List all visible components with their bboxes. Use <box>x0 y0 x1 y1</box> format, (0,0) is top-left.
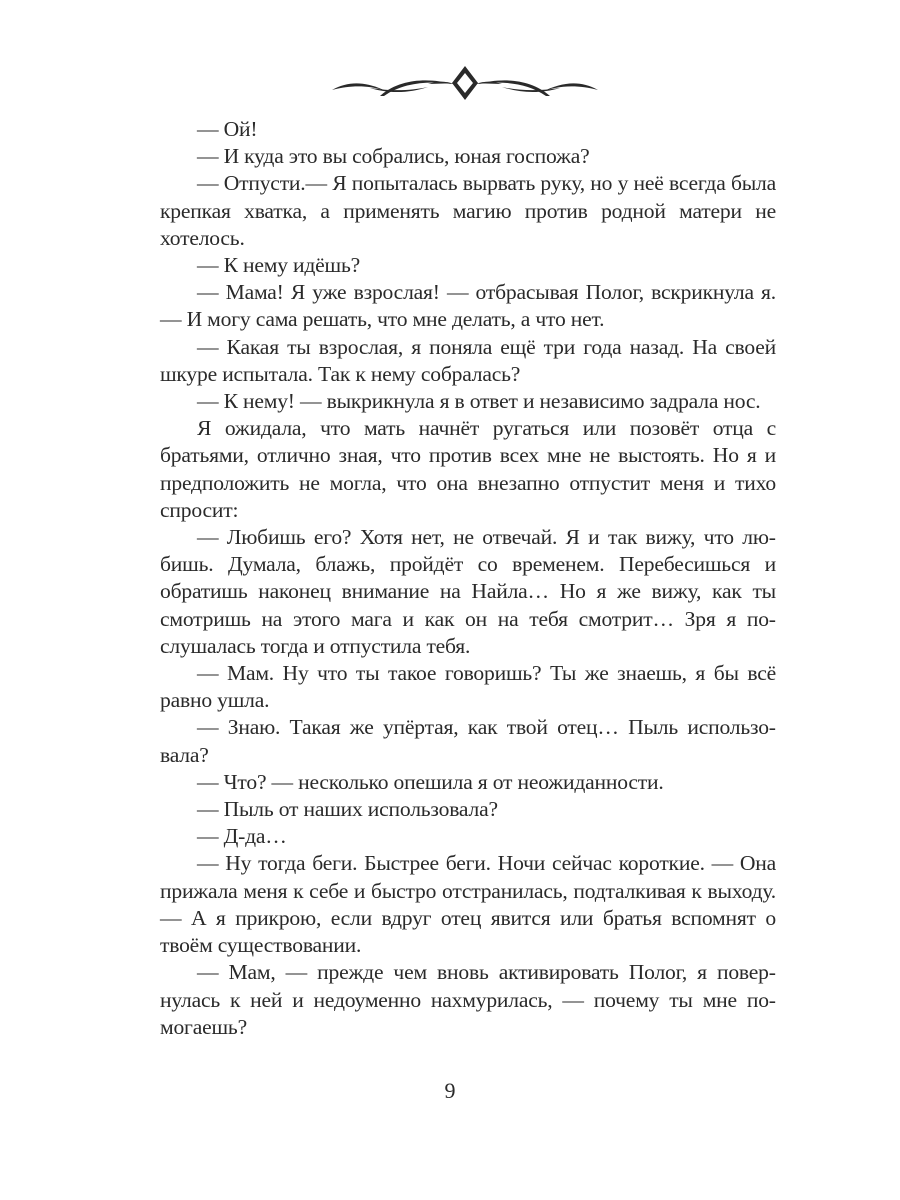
paragraph: — К нему! — выкрикнула я в ответ и независимо задрала нос. <box>197 389 761 414</box>
paragraph: — Что? — несколько опешила я от неожиданности. <box>197 769 664 794</box>
paragraph: — Ой! <box>197 117 258 141</box>
paragraph: — Мама! Я уже взрослая! — отбрасывая Полог, вскрикнула я. — И могу сама решать, что мне делать, а что нет. <box>160 280 776 332</box>
page-number: 9 <box>444 1078 456 1103</box>
paragraph: — Любишь его? Хотя нет, не отвечай. Я и так вижу, что любишь. Думала, блажь, пройдёт со временем. Перебесишься и обратишь наконец внимание на Найла… Но я же вижу, как ты смотришь на этого мага и как он на тебя смотрит… Зря я послушалась тогда и отпустила тебя. <box>160 525 776 658</box>
paragraph: — Мам. Ну что ты такое говоришь? Ты же знаешь, я бы всё равно ушла. <box>160 661 776 713</box>
paragraph: — Знаю. Такая же упёртая, как твой отец… Пыль использовала? <box>160 715 776 767</box>
body-text <box>160 116 776 1041</box>
paragraph: — Отпусти.— Я попыталась вырвать руку, но у неё всегда была крепкая хватка, а применять магию против родной матери не хотелось. <box>160 171 776 250</box>
paragraph: — Ну тогда беги. Быстрее беги. Ночи сейчас короткие. — Она прижала меня к себе и быстро отстранилась, подталкивая к выходу. — А я прикрою, если вдруг отец явится или братья вспомнят о твоём существовании. <box>160 851 776 958</box>
paragraph: — Мам, — прежде чем вновь активировать Полог, я повернулась к ней и недоуменно нахмурилась, — почему ты мне помогаешь? <box>160 960 776 1039</box>
paragraph: Я ожидала, что мать начнёт ругаться или позовёт отца с братьями, отлично зная, что против всех мне не выстоять. Но я и предположить не могла, что она внезапно отпустит меня и тихо спросит: <box>160 416 776 522</box>
paragraph: — И куда это вы собрались, юная госпожа? <box>197 144 590 169</box>
paragraph: — Д-да… <box>197 824 287 849</box>
paragraph: — Какая ты взрослая, я поняла ещё три года назад. На своей шкуре испытала. Так к нему собралась? <box>160 334 776 386</box>
paragraph: — К нему идёшь? <box>197 253 360 278</box>
paragraph: — Пыль от наших использовала? <box>197 797 498 822</box>
ornament-divider-icon <box>330 62 600 102</box>
